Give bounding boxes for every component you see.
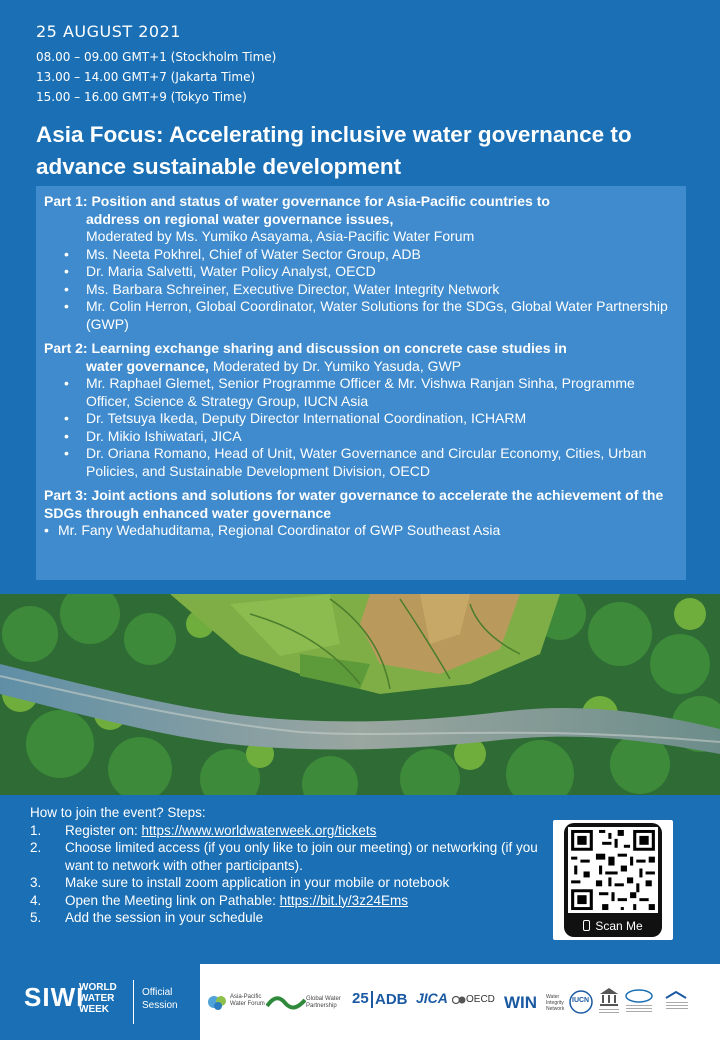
list-item: • Dr. Oriana Romano, Head of Unit, Water Governance and Circular Economy, Cities, Urban Policies, and Sustainable Development Division, OECD — [44, 445, 678, 480]
apwf-logo: Asia-Pacific Water Forum — [230, 994, 265, 1007]
agenda-panel — [36, 186, 686, 580]
list-item: • Mr. Raphael Glemet, Senior Programme Officer & Mr. Vishwa Ranjan Sinha, Programme Officer, Science & Strategy Group, IUCN Asia — [44, 375, 678, 410]
aerial-landscape-image — [0, 594, 720, 795]
win-logo: WIN — [504, 993, 538, 1012]
gwp-logo: Global Water Partnership — [306, 996, 341, 1009]
landscape-illustration — [0, 594, 720, 795]
siwi-logo: SIWI — [24, 982, 85, 1012]
event-title: Asia Focus: Accelerating inclusive water governance to advance sustainable development — [36, 122, 632, 179]
win-subtitle: Water Integrity Network — [546, 994, 565, 1012]
list-item: • Mr. Colin Herron, Global Coordinator, Water Solutions for the SDGs, Global Water Partnership (GWP) — [44, 298, 678, 333]
part-3-speaker: • Mr. Fany Wedahuditama, Regional Coordinator of GWP Southeast Asia — [44, 522, 678, 540]
jica-logo: JICA — [416, 990, 448, 1006]
join-steps — [30, 804, 550, 927]
step-item: 1. Register on: https://www.worldwaterweek.org/tickets — [30, 822, 377, 838]
qr-frame — [564, 823, 662, 937]
list-item: • Dr. Mikio Ishiwatari, JICA — [44, 428, 678, 446]
step-item: 2. Choose limited access (if you only like to join our meeting) or networking (if you want to network with other participants). — [30, 840, 538, 873]
qr-code-image — [568, 827, 658, 913]
part-1-moderator: Moderated by Ms. Yumiko Asayama, Asia-Pacific Water Forum — [86, 228, 475, 244]
official-session-label: Official Session — [142, 987, 178, 1011]
part-2 — [44, 340, 678, 480]
list-item: • Dr. Tetsuya Ikeda, Deputy Director International Coordination, ICHARM — [44, 410, 678, 428]
gwp-wave-icon — [266, 994, 306, 1012]
tickets-link[interactable]: https://www.worldwaterweek.org/tickets — [141, 822, 377, 838]
part-1-title: Part 1: Position and status of water governance for Asia-Pacific countries to address on regional water governance issues, — [44, 193, 550, 227]
scan-me-label: Scan Me — [564, 919, 662, 933]
anniversary-logo: 25 — [352, 990, 369, 1007]
event-header — [36, 22, 686, 183]
oecd-circles-icon — [452, 995, 466, 1005]
part-2-title: Part 2: Learning exchange sharing and discussion on concrete case studies in water governance, Moderated by Dr. Yumiko Yasuda, GWP — [44, 340, 567, 374]
partner-logos — [200, 964, 720, 1040]
list-item: • Dr. Maria Salvetti, Water Policy Analyst, OECD — [44, 263, 678, 281]
part-2-moderator: Moderated by Dr. Yumiko Yasuda, GWP — [208, 357, 462, 374]
unesco-temple-icon — [598, 986, 620, 1016]
part-3-title: Part 3: Joint actions and solutions for water governance to accelerate the achievement of the SDGs through enhanced water governance — [44, 487, 664, 521]
siwi-branding — [0, 964, 200, 1040]
adb-logo: ADB — [371, 991, 408, 1008]
phone-icon — [583, 920, 590, 931]
time-stockholm: 08.00 – 09.00 GMT+1 (Stockholm Time) — [36, 50, 277, 64]
part-1 — [44, 193, 678, 333]
pathable-link[interactable]: https://bit.ly/3z24Ems — [279, 892, 408, 908]
steps-list — [30, 822, 550, 927]
part-3 — [44, 487, 678, 540]
part-2-speakers — [44, 375, 678, 480]
steps-heading: How to join the event? Steps: — [30, 805, 206, 820]
iucn-logo: IUCN — [572, 997, 590, 1004]
apwf-logo-icon — [206, 992, 230, 1012]
step-item: 4. Open the Meeting link on Pathable: https://bit.ly/3z24Ems — [30, 892, 408, 908]
pwri-logo-icon — [662, 988, 692, 1016]
icharm-logo-icon — [624, 988, 654, 1016]
event-date: 25 AUGUST 2021 — [36, 22, 181, 41]
time-tokyo: 15.00 – 16.00 GMT+9 (Tokyo Time) — [36, 90, 247, 104]
qr-code-card[interactable] — [553, 820, 673, 940]
part-1-speakers — [44, 246, 678, 334]
oecd-logo: OECD — [466, 994, 495, 1005]
step-item: 3. Make sure to install zoom application in your mobile or notebook — [30, 875, 450, 890]
list-item: • Ms. Neeta Pokhrel, Chief of Water Sector Group, ADB — [44, 246, 678, 264]
time-jakarta: 13.00 – 14.00 GMT+7 (Jakarta Time) — [36, 70, 256, 84]
qr-pattern — [568, 827, 658, 913]
footer — [0, 964, 720, 1040]
step-item: 5. Add the session in your schedule — [30, 910, 264, 925]
divider — [133, 980, 134, 1024]
world-water-week-logo: WORLD WATER WEEK — [79, 982, 117, 1015]
list-item: • Ms. Barbara Schreiner, Executive Director, Water Integrity Network — [44, 281, 678, 299]
